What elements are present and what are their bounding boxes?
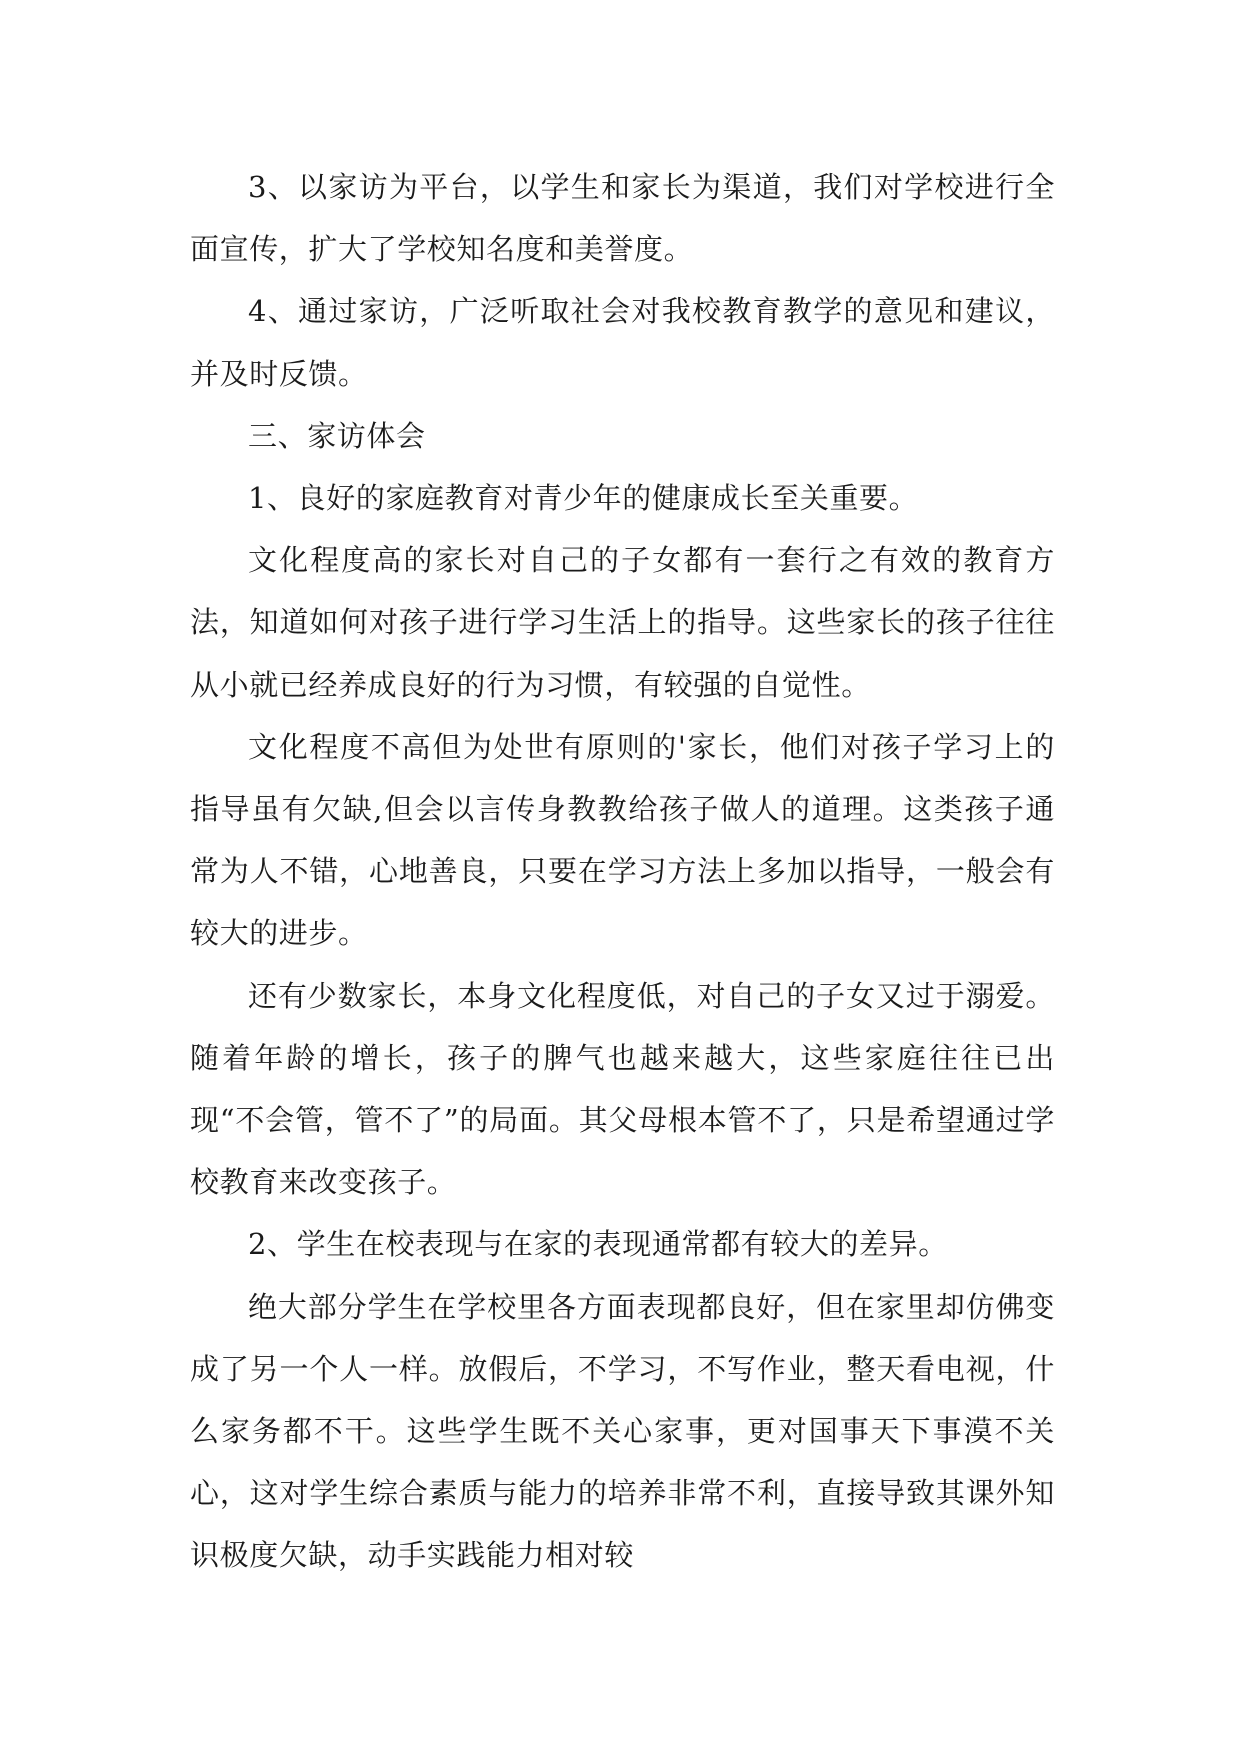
paragraph-family-education: 1、良好的家庭教育对青少年的健康成长至关重要。 xyxy=(248,481,919,516)
paragraph-principled-parents: 文化程度不高但为处世有原则的'家长，他们对孩子学习上的指导虽有欠缺,但会以言传身教教给孩子做人的道理。这类孩子通常为人不错，心地善良，只要在学习方法上多加以指导，一般会有较大的进步。 xyxy=(190,729,1055,951)
paragraph-behavior-difference: 2、学生在校表现与在家的表现通常都有较大的差异。 xyxy=(248,1227,948,1262)
paragraph-educated-parents: 文化程度高的家长对自己的子女都有一套行之有效的教育方法，知道如何对孩子进行学习生活上的指导。这些家长的孩子往往从小就已经养成良好的行为习惯，有较强的自觉性。 xyxy=(190,543,1055,702)
paragraph-doting-parents: 还有少数家长，本身文化程度低，对自己的子女又过于溺爱。随着年龄的增长，孩子的脾气也越来越大，这些家庭往往已出现“不会管，管不了”的局面。其父母根本管不了，只是希望通过学校教育来改变孩子。 xyxy=(190,978,1055,1200)
section-heading-home-visit-insights: 三、家访体会 xyxy=(248,418,426,453)
paragraph-behavior-at-home: 绝大部分学生在学校里各方面表现都良好，但在家里却仿佛变成了另一个人一样。放假后，不学习，不写作业，整天看电视，什么家务都不干。这些学生既不关心家事，更对国事天下事漠不关心，这对学生综合素质与能力的培养非常不利，直接导致其课外知识极度欠缺，动手实践能力相对较 xyxy=(190,1289,1055,1573)
paragraph-feedback: 4、通过家访，广泛听取社会对我校教育教学的意见和建议，并及时反馈。 xyxy=(190,294,1055,391)
paragraph-publicity: 3、以家访为平台，以学生和家长为渠道，我们对学校进行全面宣传，扩大了学校知名度和美誉度。 xyxy=(190,170,1055,267)
document-body xyxy=(190,156,1055,1587)
